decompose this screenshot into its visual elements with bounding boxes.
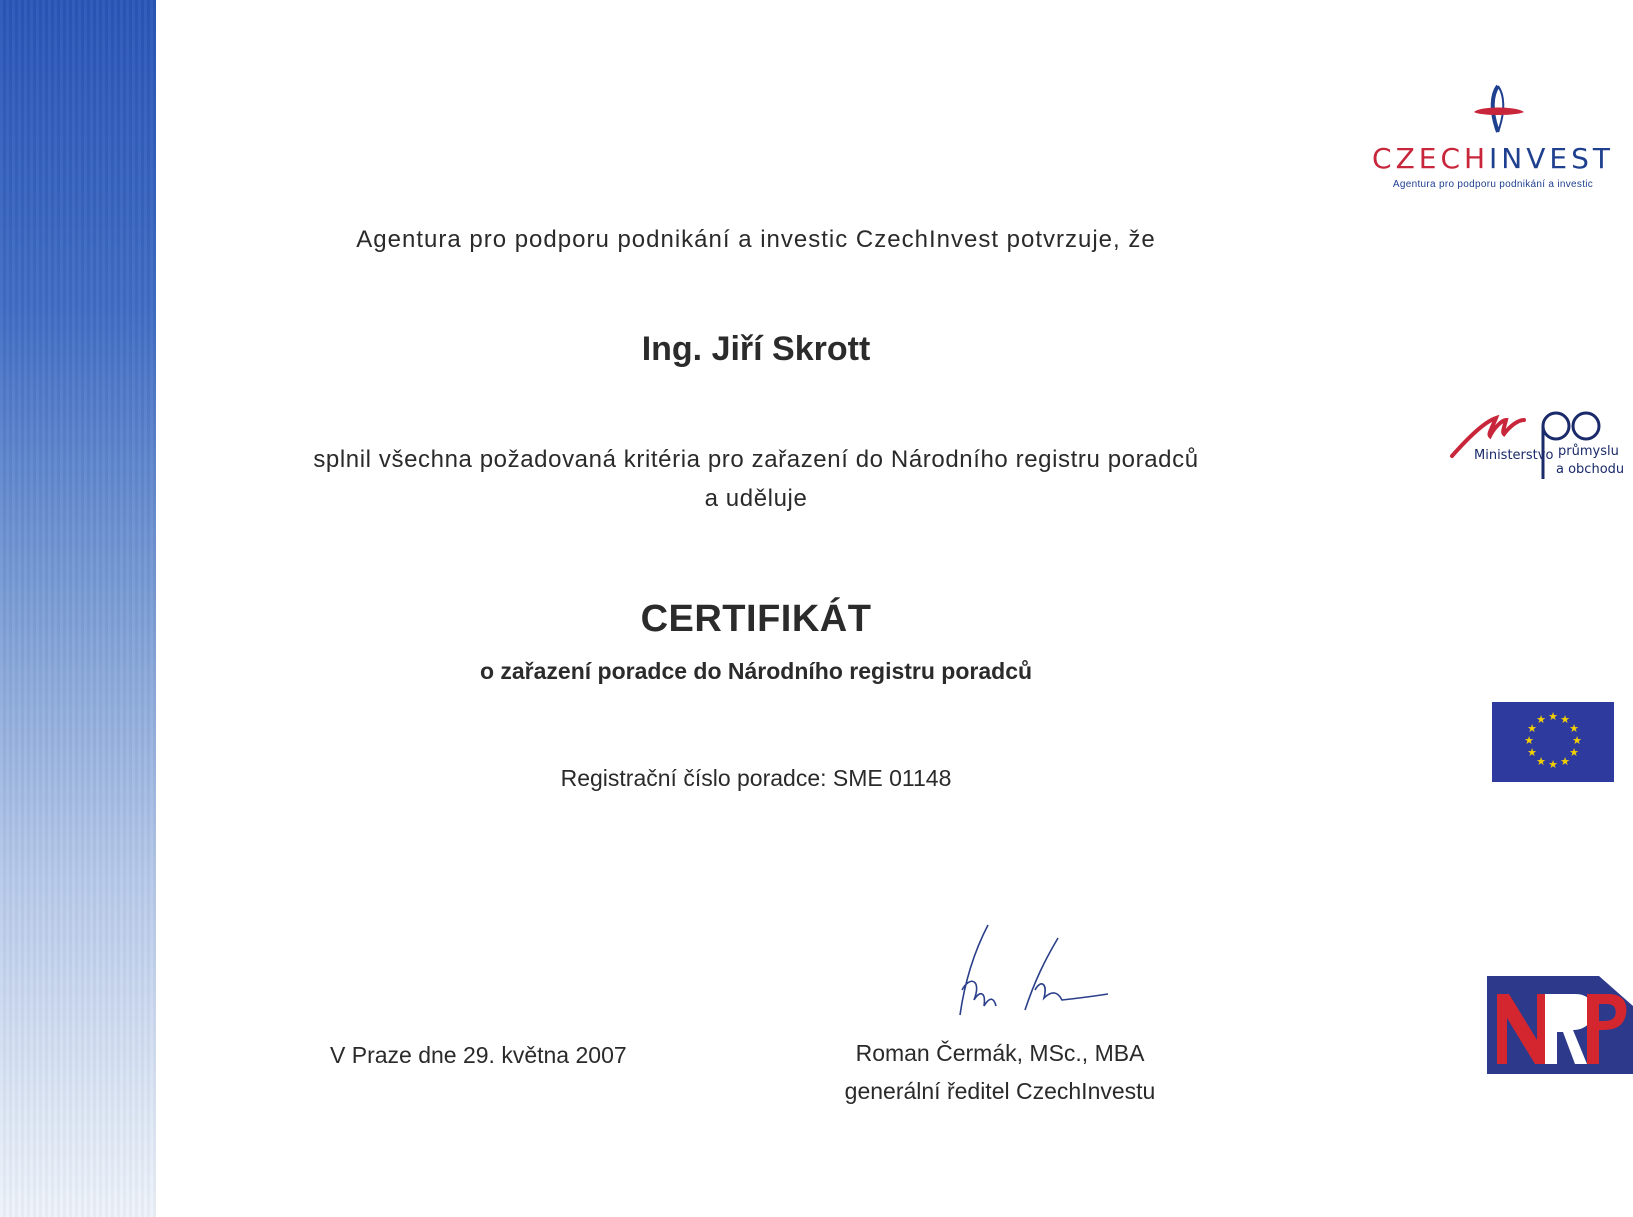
decorative-side-band [0, 0, 156, 1217]
eu-flag-icon [1492, 702, 1614, 782]
place-and-date: V Praze dne 29. května 2007 [330, 1042, 627, 1068]
eu-stars-icon [1492, 702, 1614, 782]
svg-text:★: ★ [1536, 755, 1546, 768]
mpo-line1: Ministerstvo [1474, 448, 1554, 463]
svg-text:★: ★ [1527, 722, 1537, 735]
mpo-line3: a obchodu [1556, 462, 1625, 477]
intro-text: Agentura pro podporu podnikání a investic CzechInvest potvrzuje, že [356, 226, 1156, 253]
signature-icon [940, 920, 1120, 1030]
registration-number: Registrační číslo poradce: SME 01148 [560, 765, 952, 791]
mpo-line2: průmyslu [1558, 444, 1619, 459]
mpo-logo [1448, 404, 1628, 484]
svg-text:★: ★ [1572, 734, 1582, 747]
svg-text:★: ★ [1569, 722, 1579, 735]
nrp-logo [1487, 976, 1633, 1074]
czechinvest-wordmark [1368, 142, 1618, 175]
nrp-mark-icon [1487, 976, 1633, 1074]
svg-text:★: ★ [1527, 746, 1537, 759]
svg-text:★: ★ [1560, 713, 1570, 726]
svg-text:★: ★ [1548, 758, 1558, 771]
svg-text:★: ★ [1548, 710, 1558, 723]
czechinvest-tagline: Agentura pro podporu podnikání a investic [1392, 179, 1594, 190]
certificate-title: CERTIFIKÁT [640, 598, 872, 640]
svg-text:★: ★ [1524, 734, 1534, 747]
signer-name: Roman Čermák, MSc., MBA [855, 1040, 1145, 1066]
czechinvest-word-blue: INVEST [1489, 142, 1614, 175]
criteria-text-line2: a uděluje [704, 485, 808, 512]
svg-text:★: ★ [1560, 755, 1570, 768]
czechinvest-mark-icon [1468, 82, 1528, 138]
recipient-name: Ing. Jiří Skrott [641, 330, 871, 368]
svg-text:★: ★ [1536, 713, 1546, 726]
czechinvest-word-red: CZECH [1372, 142, 1490, 175]
certificate-subtitle: o zařazení poradce do Národního registru poradců [479, 658, 1033, 684]
svg-text:★: ★ [1569, 746, 1579, 759]
signer-role: generální ředitel CzechInvestu [844, 1078, 1156, 1104]
criteria-text-line1: splnil všechna požadovaná kritéria pro zařazení do Národního registru poradců [313, 446, 1199, 473]
czechinvest-logo [1368, 82, 1618, 192]
